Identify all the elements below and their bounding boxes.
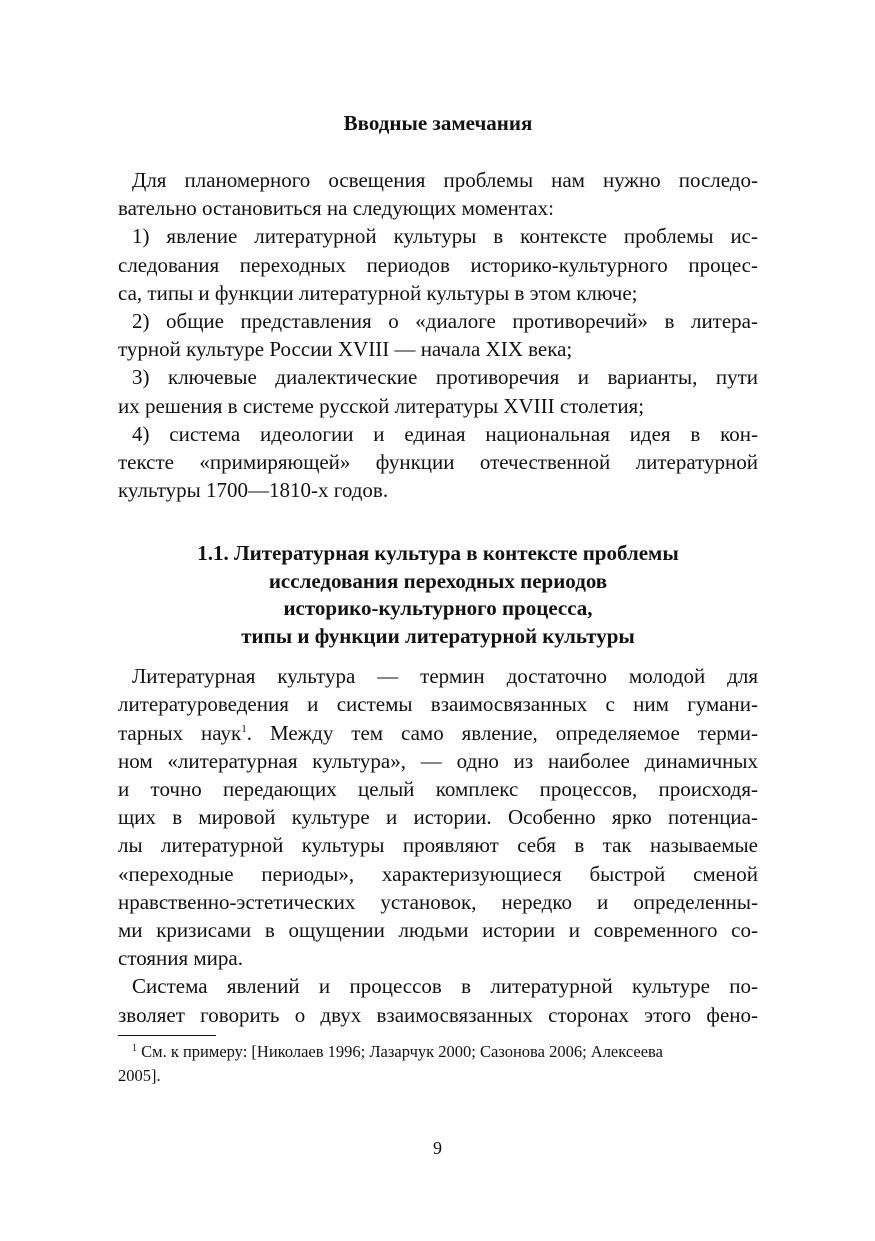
footnote-reference[interactable]: 1	[241, 722, 247, 735]
body-paragraph	[118, 662, 758, 972]
text-line: литературоведения и системы взаимосвязанных с ним гумани-	[118, 692, 758, 717]
footnote-divider	[118, 1035, 216, 1036]
text-line: ми кризисами в ощущении людьми истории и современного со-	[118, 917, 758, 942]
text-line: Для планомерного освещения проблемы нам нужно последо-	[132, 168, 758, 192]
text-line: ном «литературная культура», — одно из наиболее динамичных	[118, 748, 758, 773]
footnote-text: См. к примеру: [Николаев 1996; Лазарчук 2000; Сазонова 2006; Алексеева	[141, 1041, 663, 1061]
text-line: щих в мировой культуре и истории. Особенно ярко потенциа-	[118, 805, 758, 830]
text-line: и точно передающих целый комплекс процессов, происходя-	[118, 777, 758, 801]
text-line: «переходные периоды», характеризующиеся быстрой сменой	[118, 861, 758, 886]
text-line: культуры 1700—1810-х годов.	[118, 478, 389, 503]
text-line: их решения в системе русской литературы XVIII столетия;	[118, 393, 645, 418]
footnote-mark: 1	[132, 1042, 137, 1054]
text-line: лы литературной культуры проявляют себя в так называемые	[118, 833, 758, 858]
text-line: вательно остановиться на следующих моментах:	[118, 196, 554, 221]
intro-paragraph	[118, 166, 758, 504]
text-line	[118, 719, 758, 747]
text-line: следования переходных периодов историко-культурного процес-	[118, 252, 758, 277]
intro-heading: Вводные замечания	[343, 111, 533, 135]
text-line: тексте «примиряющей» функции отечественной литературной	[118, 449, 758, 474]
text-line: 1) явление литературной культуры в контексте проблемы ис-	[132, 224, 758, 249]
text-line: стояния мира.	[118, 946, 243, 971]
section-heading	[118, 540, 758, 650]
text-line: 3) ключевые диалектические противоречия и варианты, пути	[132, 365, 758, 390]
footnote	[118, 1040, 758, 1088]
footnote-line: 2005].	[118, 1065, 161, 1085]
text-line: Система явлений и процессов в литературной культуре по-	[132, 974, 758, 999]
section-heading-line: типы и функции литературной культуры	[241, 623, 635, 648]
body-paragraph-2	[118, 972, 758, 1028]
text-line: турной культуре России XVIII — начала XIX века;	[118, 337, 573, 362]
text-line: зволяет говорить о двух взаимосвязанных сторонах этого фено-	[118, 1002, 758, 1027]
footnote-line	[118, 1040, 758, 1064]
text-line: нравственно-эстетических установок, нередко и определенны-	[118, 889, 758, 914]
text-line: 4) система идеологии и единая национальная идея в кон-	[132, 421, 758, 446]
page-number: 9	[433, 1138, 442, 1158]
section-heading-line: исследования переходных периодов	[268, 568, 608, 593]
text-line: са, типы и функции литературной культуры в этом ключе;	[118, 280, 638, 305]
text-line: Литературная культура — термин достаточно молодой для	[132, 664, 758, 689]
text-fragment: . Между тем само явление, определяемое терми-	[246, 720, 758, 745]
section-heading-line: 1.1. Литературная культура в контексте проблемы	[197, 541, 679, 566]
text-line: 2) общие представления о «диалоге противоречий» в литера-	[132, 308, 758, 333]
text-fragment: тарных наук	[118, 720, 242, 745]
page-content	[118, 108, 758, 1088]
section-heading-line: историко-культурного процесса,	[283, 596, 593, 621]
